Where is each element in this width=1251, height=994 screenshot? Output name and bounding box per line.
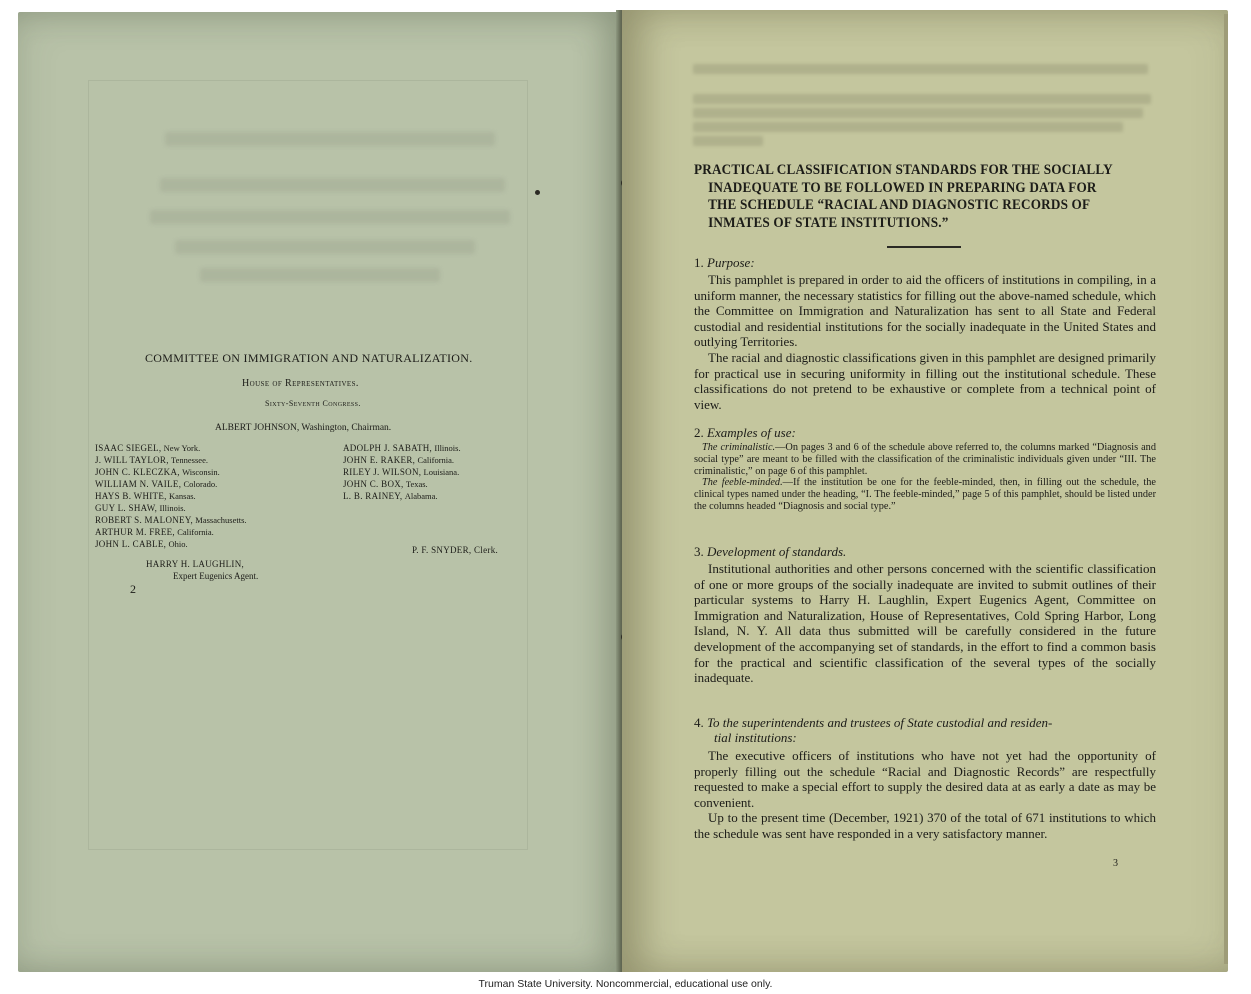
page-edge <box>1224 14 1228 964</box>
member-entry: L. B. RAINEY, Alabama. <box>343 491 438 501</box>
member-entry: J. WILL TAYLOR, Tennessee. <box>95 455 208 465</box>
show-through-line <box>175 240 475 254</box>
member-entry: RILEY J. WILSON, Louisiana. <box>343 467 460 477</box>
member-entry: ISAAC SIEGEL, New York. <box>95 443 201 453</box>
show-through-line <box>150 210 510 224</box>
show-through-line <box>693 136 763 146</box>
paragraph: This pamphlet is prepared in order to aid the officers of institutions in compiling, in a uniform manner, the necessary statistics for filling out the above-named schedule, which the Committee on Immigration and Naturalization has sent to all State and Federal custodial and residential institutions for the socially inadequate in the United States and outlying Territories. <box>694 272 1156 350</box>
title-line: INADEQUATE TO BE FOLLOWED IN PREPARING DATA FOR <box>708 179 1097 196</box>
clerk-line: P. F. SNYDER, Clerk. <box>412 545 499 555</box>
show-through-line <box>160 178 505 192</box>
title-line: THE SCHEDULE “RACIAL AND DIAGNOSTIC RECORDS OF <box>708 197 1091 213</box>
member-entry: ROBERT S. MALONEY, Massachusetts. <box>95 515 247 525</box>
title-line: INMATES OF STATE INSTITUTIONS.” <box>708 214 949 231</box>
member-entry: WILLIAM N. VAILE, Colorado. <box>95 479 218 489</box>
title-line: PRACTICAL CLASSIFICATION STANDARDS FOR THE SOCIALLY <box>694 162 1113 178</box>
archive-credit: Truman State University. Noncommercial, educational use only. <box>478 978 773 990</box>
member-entry: JOHN C. KLECZKA, Wisconsin. <box>95 467 220 477</box>
section-examples <box>694 425 1156 513</box>
section-heading: 2. Examples of use: <box>694 425 796 440</box>
member-entry: JOHN L. CABLE, Ohio. <box>95 539 188 549</box>
member-entry: JOHN E. RAKER, California. <box>343 455 455 465</box>
section-development <box>694 544 1156 686</box>
show-through-line <box>693 108 1143 118</box>
section-purpose <box>694 255 1156 412</box>
ink-speck <box>535 190 540 195</box>
show-through-line <box>693 122 1123 132</box>
paragraph: The racial and diagnostic classifications given in this pamphlet are designed primarily for practical use in securing uniformity in filling out the institutional schedule. These classifications do not pretend to be exhaustive or complete from a technical point of view. <box>694 349 1156 412</box>
chairman-line: ALBERT JOHNSON, Washington, Chairman. <box>215 423 392 433</box>
section-superintendents <box>694 715 1156 842</box>
section-heading: 3. Development of standards. <box>694 544 847 559</box>
section-heading-continued: tial institutions: <box>714 730 797 745</box>
agent-name: HARRY H. LAUGHLIN, <box>146 559 245 569</box>
show-through-line <box>200 268 440 282</box>
example-feeble-minded: The feeble-minded.—If the institution be one for the feeble-minded, then, in filling out the schedule, the clinical types named under the heading, “I. The feeble-minded,” page 5 of this pamphlet, should be listed under the columns headed “Diagnosis and social type.” <box>694 477 1156 512</box>
show-through-line <box>693 64 1148 74</box>
member-entry: HAYS B. WHITE, Kansas. <box>95 491 196 501</box>
paragraph: Institutional authorities and other persons concerned with the scientific classification of one or more groups of the socially inadequate are invited to submit outlines of their particular systems to Harry H. Laughlin, Expert Eugenics Agent, Committee on Immigration and Naturalization, House of Representatives, Cold Spring Harbor, Long Island, N. Y. All data thus submitted will be carefully considered in the future development of the accompanying set of standards, in the effort to find a common basis for the practical and scientific classification of the several types of the socially inadequate. <box>694 561 1156 686</box>
member-entry: GUY L. SHAW, Illinois. <box>95 503 186 513</box>
congress-subtitle: Sixty-Seventh Congress. <box>265 399 361 408</box>
paragraph: The executive officers of institutions who have not yet had the opportunity of properly filling out the schedule “Racial and Diagnostic Records” are respectfully requested to make a special effort to supply the desired data at as early a date as may be convenient. <box>694 748 1156 810</box>
section-heading: 4. To the superintendents and trustees of State custodial and residen- <box>694 715 1053 730</box>
paragraph: Up to the present time (December, 1921) 370 of the total of 671 institutions to which the schedule was sent have responded in a very satisfactory manner. <box>694 810 1156 841</box>
page-number-left: 2 <box>130 582 136 596</box>
member-entry: ARTHUR M. FREE, California. <box>95 527 214 537</box>
agent-title: Expert Eugenics Agent. <box>173 571 259 581</box>
title-rule <box>887 246 961 248</box>
page-number-right: 3 <box>1113 858 1118 869</box>
house-subtitle: House of Representatives. <box>242 378 359 389</box>
show-through-line <box>165 132 495 146</box>
show-through-line <box>693 94 1151 104</box>
member-entry: ADOLPH J. SABATH, Illinois. <box>343 443 461 453</box>
section-heading: 1. Purpose: <box>694 255 755 270</box>
document-title <box>694 162 1113 232</box>
committee-title: COMMITTEE ON IMMIGRATION AND NATURALIZATION. <box>145 351 473 365</box>
member-entry: JOHN C. BOX, Texas. <box>343 479 428 489</box>
example-criminalistic: The criminalistic.—On pages 3 and 6 of the schedule above referred to, the columns marked “Diagnosis and social type” are meant to be filled with the classification of the criminalistic individuals given under “III. The criminalistic,” on page 6 of this pamphlet. <box>694 442 1156 477</box>
